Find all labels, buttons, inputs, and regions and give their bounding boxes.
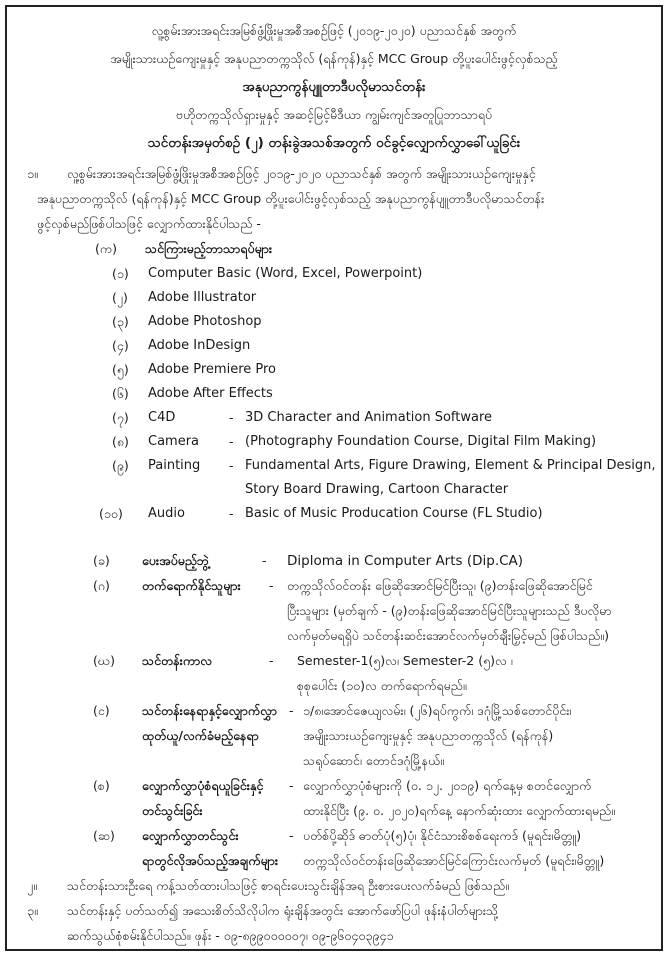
duration-dash: -	[269, 653, 274, 668]
intro-line-3: ဖွင့်လှစ်မည်ဖြစ်ပါသဖြင့် လျှောက်ထားနိုင်ပါသည် -	[37, 216, 261, 231]
subjects-heading: သင်ကြားမည့်ဘာသာရပ်များ	[145, 241, 273, 256]
subject-detail-continued: Story Board Drawing, Cartoon Character	[245, 482, 509, 497]
application-line-1: လျှောက်လွှာပုံစံများကို (၀. ၁၂. ၂၀၁၉) ရက်နေ့မှ စတင်လျှောက်	[303, 778, 592, 793]
subject-number: (၁၀)	[99, 506, 123, 521]
application-label-2: တင်သွင်းခြင်း	[142, 803, 203, 818]
subject-name: Adobe After Effects	[148, 386, 273, 401]
note-2: သင်တန်းသားဦးရေ ကန့်သတ်ထားပါသဖြင့် စာရင်းပေးသွင်းချိန်အရ ဦးစားပေးလက်ခံမည် ဖြစ်သည်။	[67, 878, 509, 893]
subject-name: Adobe Illustrator	[148, 290, 257, 305]
duration-marker: (ဃ)	[93, 653, 115, 668]
subject-name: Painting	[148, 458, 201, 473]
documents-label-1: လျှောက်လွှာတင်သွင်း	[142, 828, 239, 843]
subject-number: (၉)	[112, 458, 129, 473]
header-line-5: သင်တန်းအမှတ်စဉ် (၂) တန်းခွဲအသစ်အတွက် ဝင်ခွင့်လျှောက်လွှာခေါ်ယူခြင်း	[147, 135, 521, 151]
note-3-line-2: ဆက်သွယ်စုံစမ်းနိုင်ပါသည်။ ဖုန်း - ၀၉-၈၉၉၀၀၀၀၀၇၊ ၀၉-၉၆၀၄၀၃၉၄၁	[67, 928, 394, 943]
subject-number: (၇)	[112, 410, 129, 425]
notice-frame	[5, 5, 663, 951]
subject-dash: -	[229, 458, 234, 473]
intro-number: ၁။	[27, 166, 38, 181]
intro-line-2: အနုပညာတက္ကသိုလ် (ရန်ကုန်)နှင့် MCC Group တို့ပူးပေါင်းဖွင့်လှစ်သည့် အနုပညာကွန်ပျူတာဒီပလိုမာသင်တန်း	[37, 191, 545, 206]
subject-detail: Basic of Music Producation Course (FL Studio)	[245, 506, 543, 521]
documents-label-2: ရာတွင်လိုအပ်သည့်အချက်များ	[142, 853, 279, 868]
subject-number: (၃)	[112, 314, 129, 329]
header-line-4: ဗဟိုတက္ကသိုလ်ရှားမှုနှင့် အဆင့်မြင့်မီဒီယာ ကျွမ်းကျင်အတူပြုဘာသာရပ်	[175, 107, 493, 122]
subject-number: (၅)	[112, 362, 129, 377]
documents-dash: -	[289, 828, 294, 843]
application-dash: -	[289, 778, 294, 793]
diploma-label: ပေးအပ်မည့်ဘွဲ့	[142, 553, 209, 568]
subject-dash: -	[229, 434, 234, 449]
subject-name: Audio	[148, 506, 185, 521]
eligibility-line-2: ပြီးသူများ (မှတ်ချက် - (၉)တန်းဖြေဆိုအောင်မြင်ပြီးသူများသည် ဒီပလိုမာ	[287, 603, 612, 618]
subject-name: Camera	[148, 434, 200, 449]
subject-dash: -	[229, 506, 234, 521]
subject-number: (၆)	[112, 386, 129, 401]
subjects-marker: (က)	[95, 241, 117, 256]
intro-line-1: လူ့စွမ်းအားအရင်းအမြစ်ဖွံ့ဖြိုးမှုအစီအစဉ်ဖြင့် ၂၀၁၉-၂၀၂၀ ပညာသင်နှစ် အတွက် အမျိုးသားယဉ်ကျေးမှုနှင့်	[67, 166, 536, 181]
eligibility-line-3: လက်မှတ်မရရှိပဲ သင်တန်းဆင်းအောင်လက်မှတ်ချီးမြှင့်မည် ဖြစ်ပါသည်။)	[287, 628, 609, 643]
location-label-1: သင်တန်းနေရာနှင့်လျှောက်လွှာ	[142, 703, 277, 718]
subject-detail: 3D Character and Animation Software	[245, 410, 493, 425]
header-title: အနုပညာကွန်ပျူတာဒီပလိုမာသင်တန်း	[242, 79, 426, 95]
subject-detail: (Photography Foundation Course, Digital Film Making)	[245, 434, 597, 449]
subject-number: (၁)	[112, 266, 129, 281]
diploma-marker: (ခ)	[93, 553, 110, 568]
note-2-number: ၂။	[27, 878, 37, 893]
eligibility-label: တက်ရောက်နိုင်သူများ	[142, 578, 241, 593]
location-line-1: ၁/၈၊အောင်ဇေယျလမ်း၊ (၂၆)ရပ်ကွက်၊ ဒဂုံမြို့သစ်တောင်ပိုင်း၊	[303, 703, 572, 718]
location-dash: -	[289, 703, 294, 718]
note-3-number: ၃။	[27, 903, 38, 918]
subject-dash: -	[229, 410, 234, 425]
documents-marker: (ဆ)	[93, 828, 115, 843]
subject-name: C4D	[148, 410, 176, 425]
location-label-2: ထုတ်ယူ/လက်ခံမည့်နေရာ	[142, 728, 259, 743]
note-3-line-1: သင်တန်းနှင့် ပတ်သတ်၍ အသေးစိတ်သိလိုပါက ရုံးချိန်အတွင်း အောက်ဖော်ပြပါ ဖုန်းနံပါတ်များသို့	[67, 903, 499, 918]
location-line-2: အမျိုးသားယဉ်ကျေးမှုနှင့် အနုပညာတက္ကသိုလ် (ရန်ကုန်)	[303, 728, 554, 743]
subject-name: Computer Basic (Word, Excel, Powerpoint)	[148, 266, 423, 281]
header-line-2: အမျိုးသားယဉ်ကျေးမှုနှင့် အနုပညာတက္ကသိုလ် (ရန်ကုန်)နှင့် MCC Group တို့ပူးပေါင်းဖွင့်လှစ်သည့်	[110, 51, 558, 66]
notice-header	[7, 17, 661, 157]
application-line-2: ထားနိုင်ပြီး (၉. ၀. ၂၀၂၀)ရက်နေ့ နောက်ဆုံးထား လျှောက်ထားရမည်။	[303, 803, 616, 818]
subject-number: (၈)	[112, 434, 129, 449]
location-marker: (င)	[93, 703, 110, 718]
documents-line-2: တက္ကသိုလ်ဝင်တန်းဖြေဆိုအောင်မြင်ကြောင်းလက်မှတ် (မူရင်း၊မိတ္တူ)	[303, 853, 605, 868]
location-line-3: သရုပ်ဆောင်၊ တောင်ဒဂုံမြို့နယ်။	[303, 753, 445, 768]
eligibility-line-1: တက္ကသိုလ်ဝင်တန်း ဖြေဆိုအောင်မြင်ပြီးသူ၊ (၉)တန်းဖြေဆိုအောင်မြင်	[287, 578, 593, 593]
subject-number: (၂)	[112, 290, 128, 305]
subject-name: Adobe Photoshop	[148, 314, 262, 329]
application-label-1: လျှောက်လွှာပုံစံရယူခြင်းနှင့်	[142, 778, 264, 793]
subject-detail: Fundamental Arts, Figure Drawing, Element & Principal Design,	[245, 458, 656, 473]
duration-label: သင်တန်းကာလ	[142, 653, 212, 668]
duration-line-2: စုစုပေါင်း (၁၀)လ တက်ရောက်ရမည်။	[297, 678, 467, 693]
eligibility-marker: (ဂ)	[93, 578, 110, 593]
subject-name: Adobe InDesign	[148, 338, 251, 353]
eligibility-dash: -	[269, 578, 274, 593]
application-marker: (စ)	[93, 778, 110, 793]
subject-name: Adobe Premiere Pro	[148, 362, 277, 377]
header-line-1: လူ့စွမ်းအားအရင်းအမြစ်ဖွံ့ဖြိုးမှုအစီအစဉ်ဖြင့် (၂၀၁၉-၂၀၂၀) ပညာသင်နှစ် အတွက်	[151, 23, 517, 38]
duration-line-1: Semester-1(၅)လ၊ Semester-2 (၅)လ ၊	[297, 653, 513, 668]
diploma-dash: -	[262, 553, 267, 568]
subject-number: (၄)	[112, 338, 129, 353]
diploma-value: Diploma in Computer Arts (Dip.CA)	[287, 553, 524, 569]
documents-line-1: ပတ်စ်ပို့ဆိုဒ် ဓာတ်ပုံ(၅)ပုံ၊ နိုင်ငံသားစိစစ်ရေးကဒ် (မူရင်း၊မိတ္တူ)	[303, 828, 582, 843]
